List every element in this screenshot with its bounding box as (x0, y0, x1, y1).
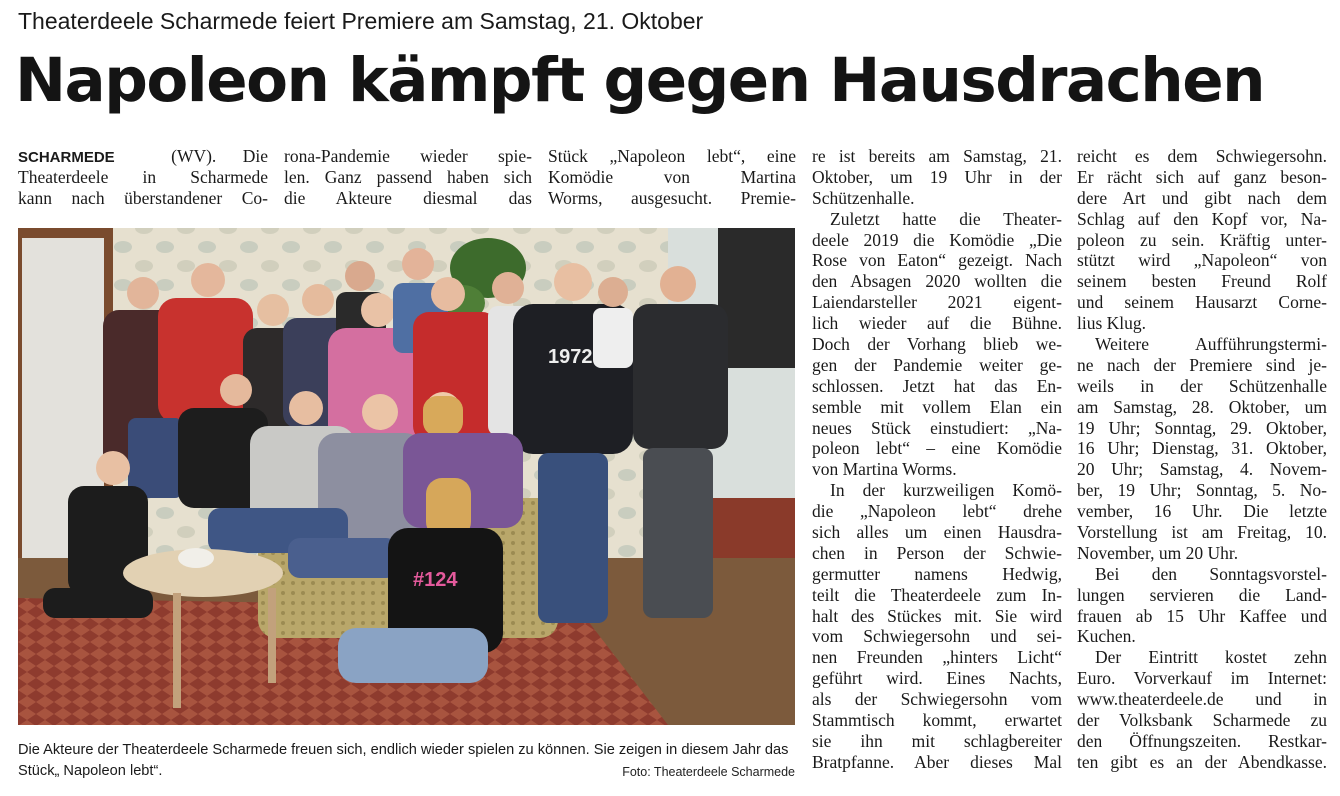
text-line: seinem besten Freund Rolf (1077, 271, 1327, 292)
photo-credit: Foto: Theaterdeele Scharmede (622, 765, 795, 779)
text-line: Doch der Vorhang blieb we- (812, 334, 1062, 355)
text-line: geführt wird. Eines Nachts, (812, 668, 1062, 689)
text-line: sich alles um einen Hausdra- (812, 522, 1062, 543)
text-line: Theaterdeele in Scharmede (18, 166, 268, 187)
text-line: von Martina Worms. (812, 459, 957, 480)
text-line: Komödie von Martina (548, 166, 796, 187)
text-line: den Absagen 2020 wollten die (812, 271, 1062, 292)
text-line: neues Stück einstudiert: „Na- (812, 417, 1062, 438)
text-line: ten gibt es an der Abendkasse. (1077, 751, 1327, 772)
text-line: teilt die Theaterdeele zum In- (812, 584, 1062, 605)
text-line: Der Eintritt kostet zehn (1095, 647, 1327, 668)
article-column-4 (812, 146, 1062, 773)
text-line: rona-Pandemie wieder spie- (284, 146, 532, 166)
text-line: Euro. Vorverkauf im Internet: (1077, 668, 1327, 689)
article-column-1 (18, 146, 268, 209)
text-line: Kuchen. (1077, 626, 1136, 647)
text-line: Stück „Napoleon lebt“, eine (548, 146, 796, 166)
text-line: Bratpfanne. Aber dieses Mal (812, 751, 1062, 772)
text-line: die „Napoleon lebt“ drehe (812, 501, 1062, 522)
text-line: Weitere Aufführungstermi- (1095, 334, 1327, 355)
text-line: die Akteure diesmal das (284, 187, 532, 208)
text-line: (WV). Die (171, 146, 268, 166)
article-column-5 (1077, 146, 1327, 773)
group-photo-illustration (18, 228, 795, 725)
text-line: In der kurzweiligen Komö- (830, 480, 1062, 501)
text-line: 16 Uhr; Dienstag, 31. Oktober, (1077, 438, 1327, 459)
article-kicker: Theaterdeele Scharmede feiert Premiere am Samstag, 21. Oktober (18, 8, 704, 34)
text-line: Stammtisch kommt, erwartet (812, 710, 1062, 731)
text-line: poleon lebt“ – eine Komödie (812, 438, 1062, 459)
text-line: Rose von Eaton“ gezeigt. Nach (812, 250, 1062, 271)
text-line: 19 Uhr; Sonntag, 29. Oktober, (1077, 417, 1327, 438)
article-column-3 (548, 146, 796, 209)
text-line: reicht es dem Schwiegersohn. (1077, 146, 1327, 166)
text-line: am Samstag, 28. Oktober, um (1077, 396, 1327, 417)
text-line: ber, 19 Uhr; Sonntag, 5. No- (1077, 480, 1327, 501)
text-line: len. Ganz passend haben sich (284, 166, 532, 187)
text-line: semble mit vollem Elan ein (812, 396, 1062, 417)
text-line: kann nach überstandener Co- (18, 187, 268, 208)
text-line: November, um 20 Uhr. (1077, 542, 1239, 563)
text-line: halt des Stückes mit. Sie wird (812, 605, 1062, 626)
shirt-print-1972: 1972 (548, 346, 593, 368)
text-line: vember, 16 Uhr. Die letzte (1077, 501, 1327, 522)
text-line: www.theaterdeele.de und in (1077, 689, 1327, 710)
group-photo (18, 228, 795, 725)
text-line: weils in der Schützenhalle (1077, 375, 1327, 396)
text-line: den Öffnungszeiten. Restkar- (1077, 730, 1327, 751)
article-headline: Napoleon kämpft gegen Hausdrachen (15, 45, 1265, 116)
text-line: frauen ab 15 Uhr Kaffee und (1077, 605, 1327, 626)
article-column-2 (284, 146, 532, 209)
text-line: der Volksbank Scharmede zu (1077, 710, 1327, 731)
text-line: deele 2019 die Komödie „Die (812, 229, 1062, 250)
photo-caption: Die Akteure der Theaterdeele Scharmede freuen sich, endlich wieder spielen zu können. Sie zeigen in diesem Jahr das Stück„ Napoleon lebt“. (18, 742, 789, 779)
text-line: germutter namens Hedwig, (812, 563, 1062, 584)
text-line: vom Schwiegersohn und sei- (812, 626, 1062, 647)
text-line: Laiendarsteller 2021 eigent- (812, 292, 1062, 313)
text-line: und seinem Hausarzt Corne- (1077, 292, 1327, 313)
text-line: Vorstellung ist am Freitag, 10. (1077, 522, 1327, 543)
text-line: Zuletzt hatte die Theater- (830, 208, 1062, 229)
text-line: dere Art und gibt nach dem (1077, 187, 1327, 208)
text-line: chen in Person der Schwie- (812, 542, 1062, 563)
text-line: stützt wird „Napoleon“ von (1077, 250, 1327, 271)
text-line: re ist bereits am Samstag, 21. (812, 146, 1062, 166)
text-line: sie ihn mit schlagbereiter (812, 730, 1062, 751)
text-line: poleon zu sein. Kräftig unter- (1077, 229, 1327, 250)
shirt-print-124: #124 (413, 569, 458, 591)
dateline: SCHARMEDE (18, 149, 115, 166)
text-line: Bei den Sonntagsvorstel- (1095, 563, 1327, 584)
text-line: Er rächt sich auf ganz beson- (1077, 166, 1327, 187)
text-line: 20 Uhr; Samstag, 4. Novem- (1077, 459, 1327, 480)
text-line: Schützenhalle. (812, 187, 915, 208)
text-line: gen der Pandemie weiter ge- (812, 354, 1062, 375)
text-line: als der Schwiegersohn vom (812, 689, 1062, 710)
text-line: lius Klug. (1077, 313, 1147, 334)
text-line: schlossen. Jetzt hat das En- (812, 375, 1062, 396)
text-line: Oktober, um 19 Uhr in der (812, 166, 1062, 187)
text-line: Worms, ausgesucht. Premie- (548, 187, 796, 208)
text-line: Schlag auf den Kopf vor, Na- (1077, 208, 1327, 229)
text-line: ne nach der Premiere sind je- (1077, 354, 1327, 375)
text-line: nen Freunden „hinters Licht“ (812, 647, 1062, 668)
text-line: lich wieder auf die Bühne. (812, 313, 1062, 334)
text-line: lungen servieren die Land- (1077, 584, 1327, 605)
